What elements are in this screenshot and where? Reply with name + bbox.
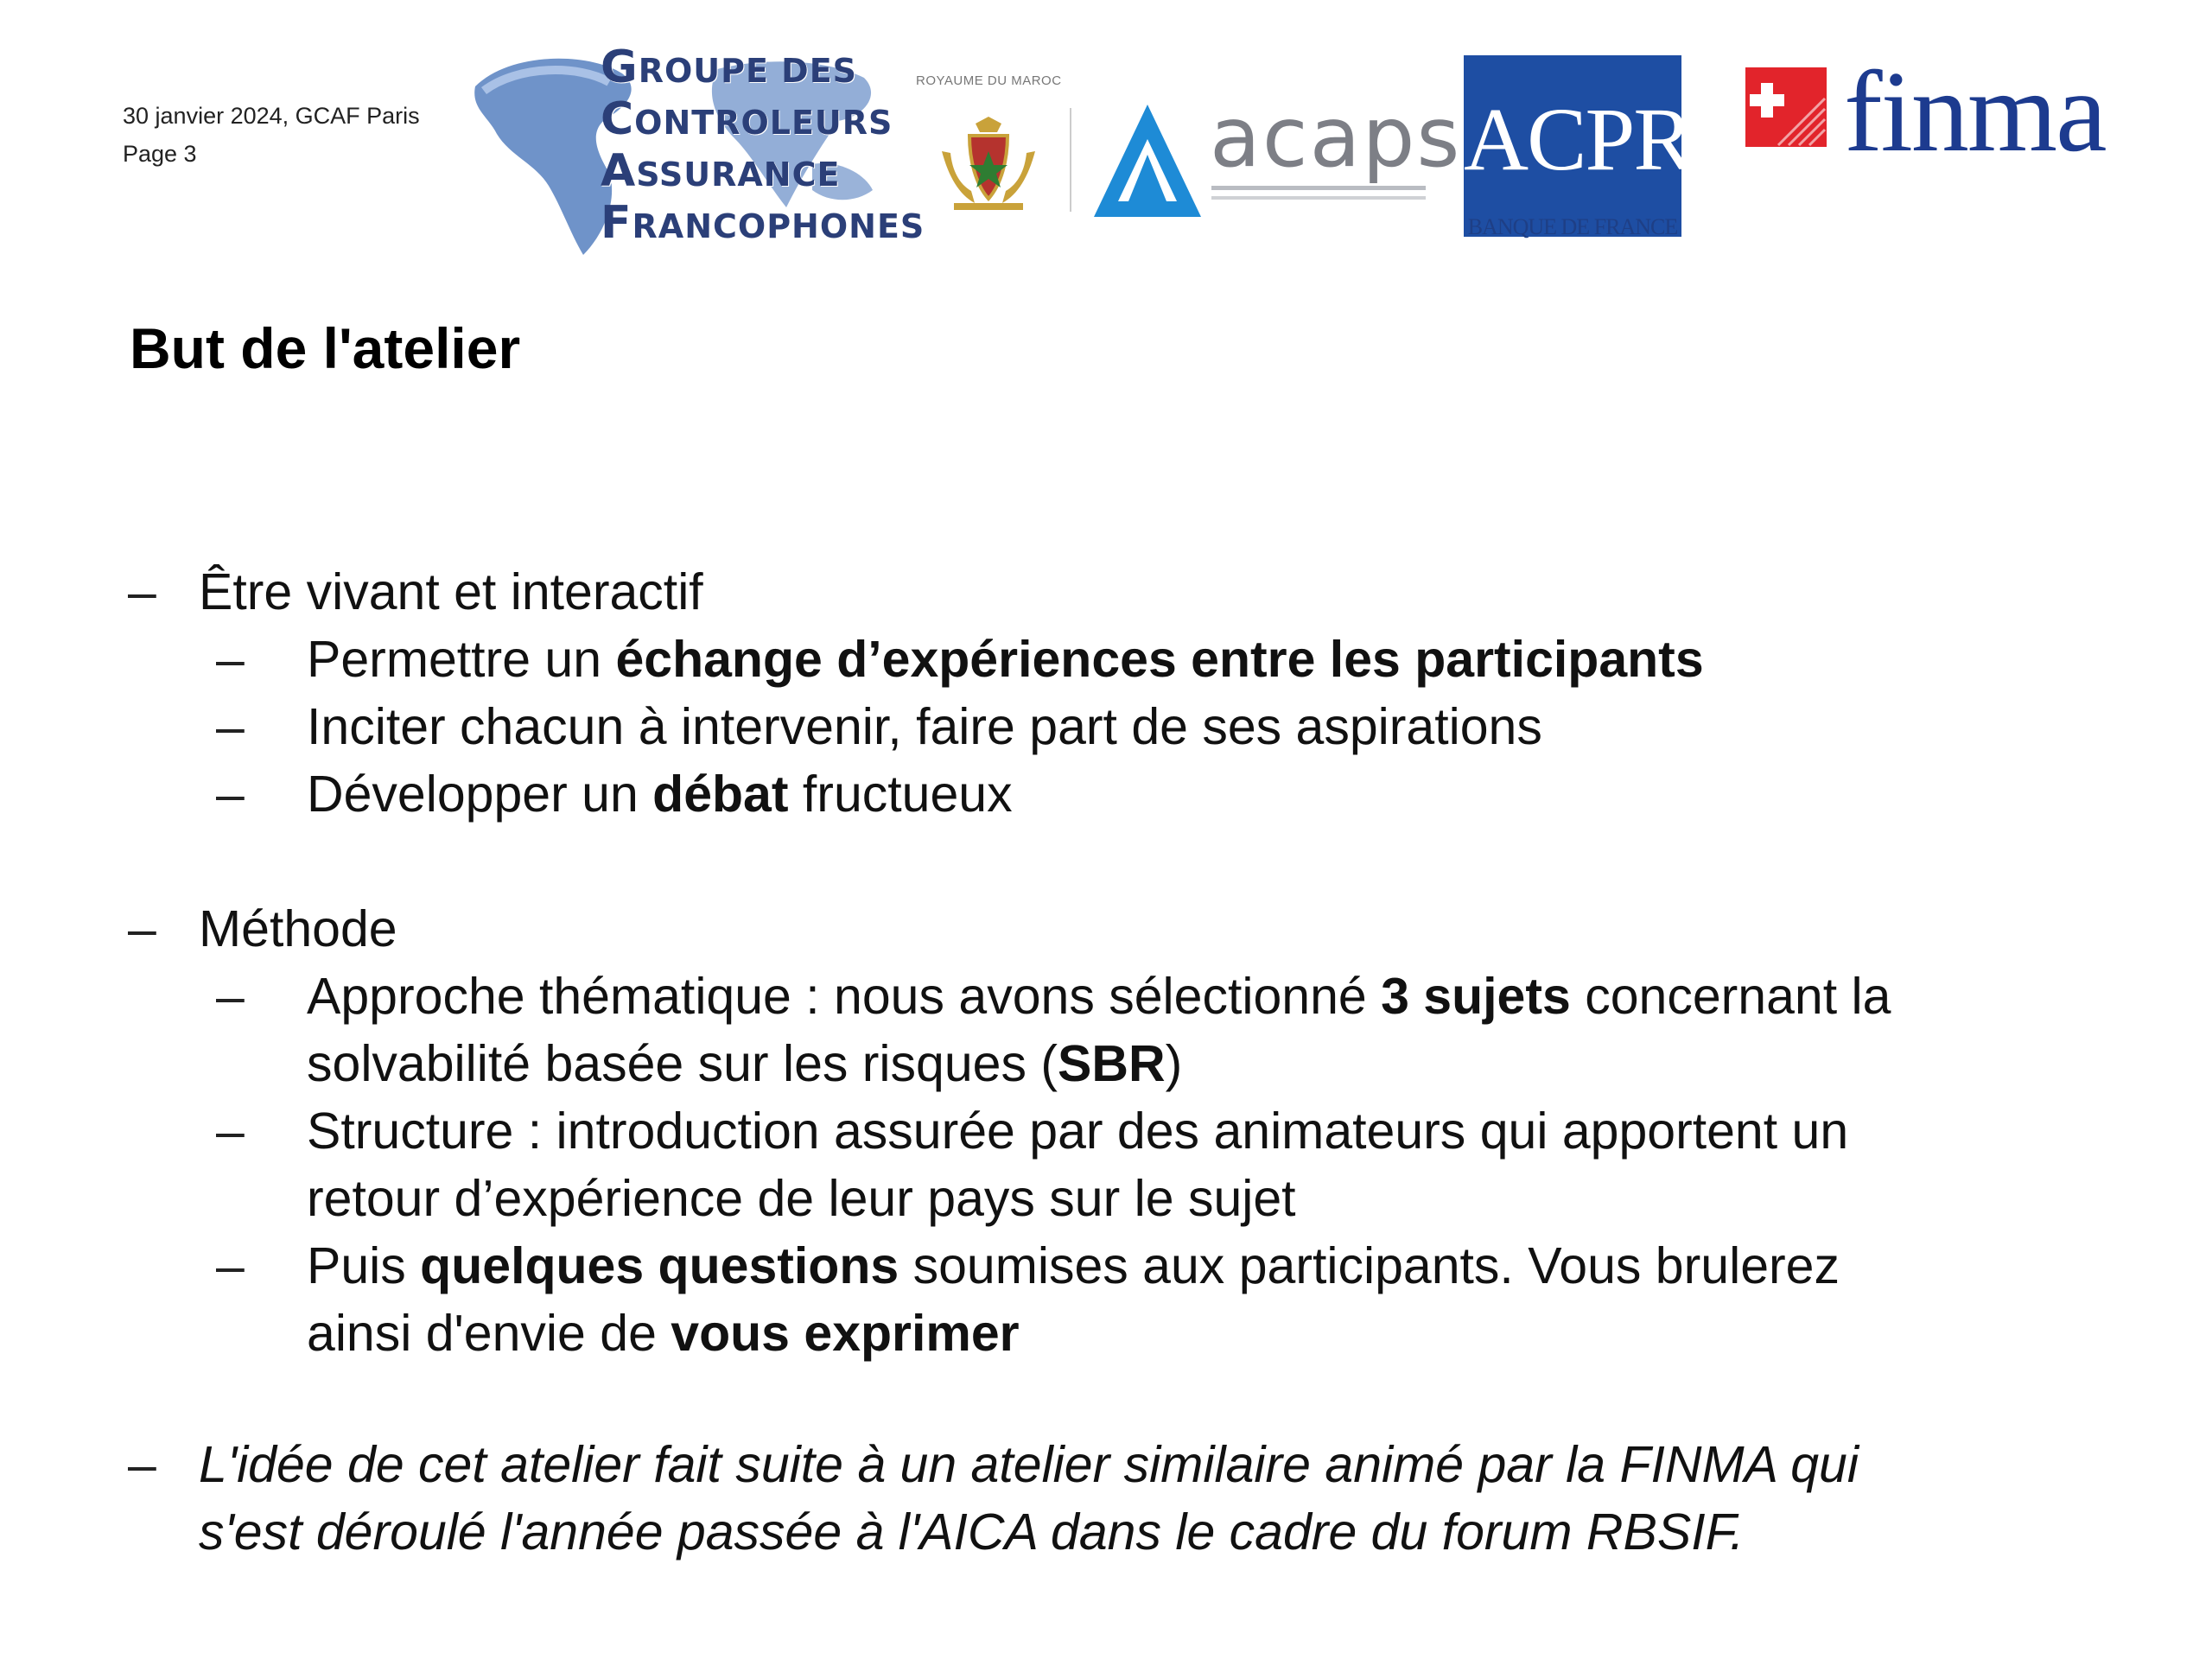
- note-bullet: –: [128, 1436, 156, 1493]
- gcaf-line: GROUPE DES: [601, 41, 858, 93]
- sub-bullet: –: [216, 766, 245, 823]
- gcaf-logo: [458, 35, 925, 259]
- gcaf-line: FRANCOPHONES: [601, 197, 925, 249]
- section-bullet: –: [128, 900, 156, 957]
- sub-bullet: –: [216, 698, 245, 755]
- logo-separator: [1070, 108, 1071, 212]
- finma-wordmark: finma: [1844, 48, 2106, 175]
- acpr-subline: BANQUE DE FRANCE: [1467, 214, 1678, 239]
- slide-title: But de l'atelier: [130, 316, 521, 380]
- bullet-item-line: Structure : introduction assurée par des animateurs qui apportent un: [307, 1103, 1849, 1160]
- acaps-wordmark: acaps: [1210, 89, 1462, 186]
- section-heading: Méthode: [199, 900, 397, 957]
- acaps-subline-icon: [1211, 184, 1426, 203]
- acaps-logo: [916, 73, 1462, 220]
- date-line: 30 janvier 2024, GCAF Paris: [123, 103, 420, 129]
- sub-bullet: –: [216, 968, 245, 1025]
- bullet-item-line: Puis quelques questions soumises aux participants. Vous brulerez: [307, 1237, 1840, 1294]
- sub-bullet: –: [216, 1237, 245, 1294]
- gcaf-text: [601, 43, 925, 251]
- finma-logo: [1745, 48, 2108, 175]
- acaps-triangle-icon: [1094, 105, 1201, 217]
- bullet-item: Développer un débat fructueux: [307, 766, 1013, 823]
- bullet-item: Permettre un échange d’expériences entre les participants: [307, 631, 1704, 688]
- gcaf-line: CONTROLEURS: [601, 93, 893, 145]
- bullet-item: Inciter chacun à intervenir, faire part de ses aspirations: [307, 698, 1542, 755]
- kingdom-label: ROYAUME DU MAROC: [916, 73, 1062, 88]
- bullet-item-line: solvabilité basée sur les risques (SBR): [307, 1035, 1183, 1092]
- bullet-item-line: ainsi d'envie de vous exprimer: [307, 1305, 1020, 1362]
- section-bullet: –: [128, 563, 156, 620]
- acpr-wordmark: ACPR: [1464, 90, 1692, 189]
- sub-bullet: –: [216, 631, 245, 688]
- moroccan-coat-of-arms-icon: [937, 117, 1040, 212]
- swiss-cross-icon: [1745, 67, 1827, 147]
- section-heading: Être vivant et interactif: [199, 563, 703, 620]
- bullet-item-line: Approche thématique : nous avons sélectionné 3 sujets concernant la: [307, 968, 1891, 1025]
- note-line: s'est déroulé l'année passée à l'AICA dans le cadre du forum RBSIF.: [199, 1503, 1745, 1560]
- acpr-logo: [1464, 55, 1692, 271]
- sub-bullet: –: [216, 1103, 245, 1160]
- note-line: L'idée de cet atelier fait suite à un atelier similaire animé par la FINMA qui: [199, 1436, 1859, 1493]
- gcaf-line: ASSURANCE: [601, 145, 841, 197]
- page-number: Page 3: [123, 141, 197, 167]
- slide-meta: [123, 97, 420, 173]
- bullet-item-line: retour d’expérience de leur pays sur le sujet: [307, 1170, 1296, 1227]
